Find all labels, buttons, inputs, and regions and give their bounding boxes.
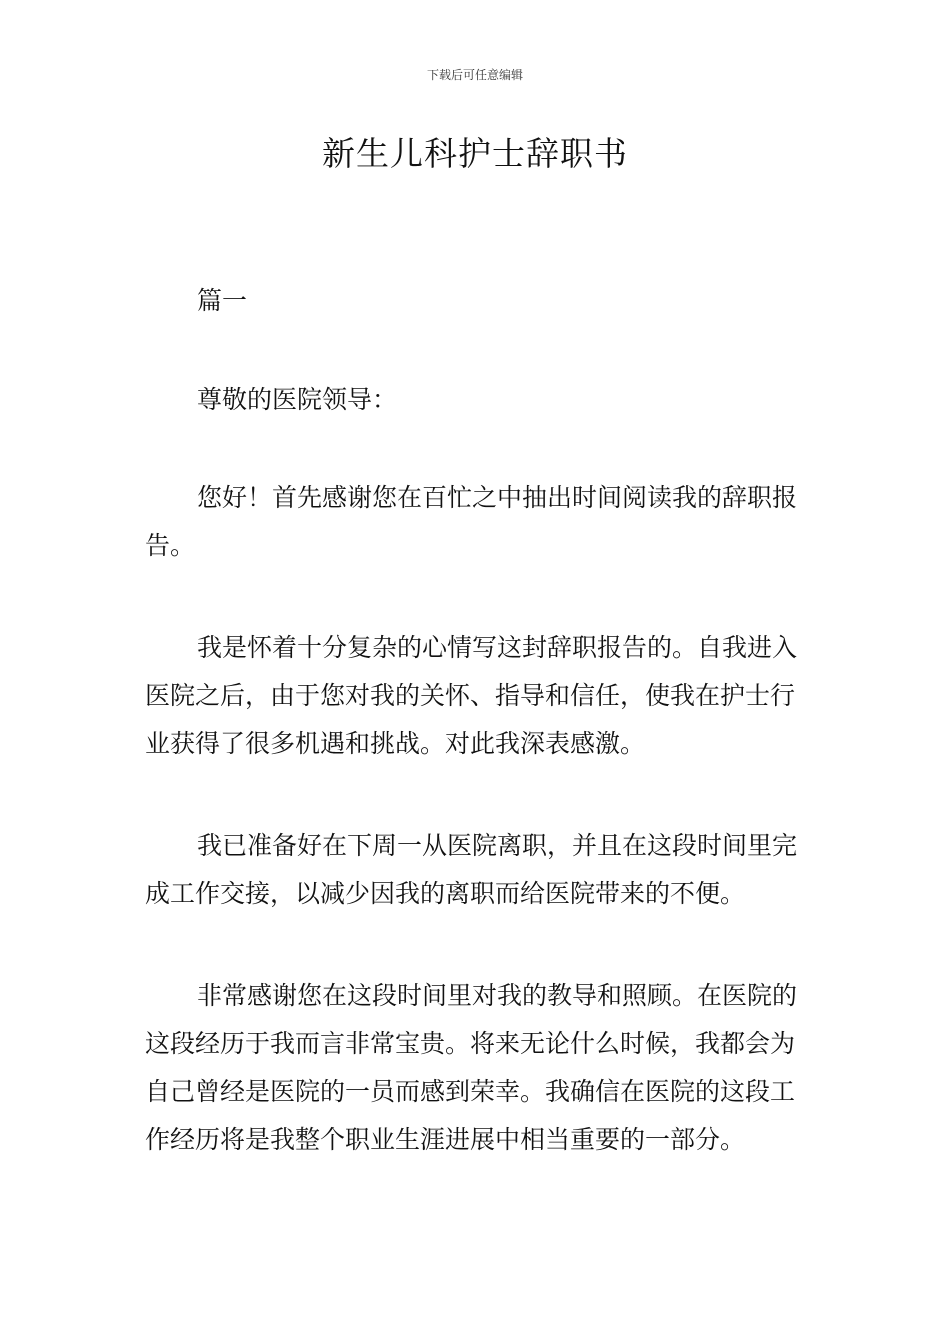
greeting: 尊敬的医院领导： bbox=[197, 385, 398, 414]
header-note: 下载后可任意编辑 bbox=[426, 68, 523, 82]
paragraph: 我是怀着十分复杂的心情写这封辞职报告的。自我进入医院之后，由于您对我的关怀、指导和信任，使我在护士行业获得了很多机遇和挑战。对此我深表感激。 bbox=[145, 633, 798, 758]
paragraph: 您好！首先感谢您在百忙之中抽出时间阅读我的辞职报告。 bbox=[145, 483, 798, 560]
paragraph: 非常感谢您在这段时间里对我的教导和照顾。在医院的这段经历于我而言非常宝贵。将来无论什么时候，我都会为自己曾经是医院的一员而感到荣幸。我确信在医院的这段工作经历将是我整个职业生涯进展中相当重要的一部分。 bbox=[145, 981, 798, 1154]
section-label: 篇一 bbox=[197, 286, 248, 315]
document-title: 新生儿科护士辞职书 bbox=[322, 134, 628, 173]
paragraph: 我已准备好在下周一从医院离职，并且在这段时间里完成工作交接，以减少因我的离职而给医院带来的不便。 bbox=[145, 831, 798, 908]
